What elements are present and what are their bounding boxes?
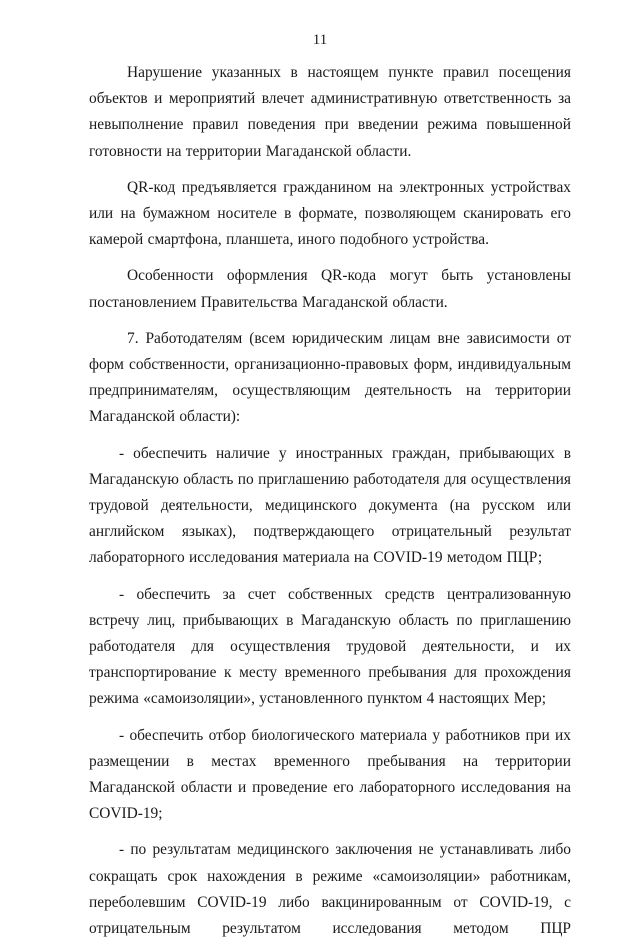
page-number: 11 — [312, 32, 328, 48]
list-item-self-isolation: - по результатам медицинского заключения не устанавливать либо сокращать срок нахождения в режиме «самоизоляции» работникам, переболевшим COVID-19 либо вакцинированным от COVID-19, с отрицательным результатом исследования методом ПЦР — [89, 841, 571, 938]
paragraph-violation: Нарушение указанных в настоящем пункте правил посещения объектов и мероприятий влечет административную ответственность за невыполнение правил поведения при введении режима повышенной готовности на территории Магаданской области. — [89, 64, 571, 160]
paragraph-qr-presentation: QR-код предъявляется гражданином на электронных устройствах или на бумажном носителе в формате, позволяющем сканировать его камерой смартфона, планшета, иного подобного устройства. — [89, 178, 571, 249]
list-item-foreign-citizens: - обеспечить наличие у иностранных граждан, прибывающих в Магаданскую область по приглашению работодателя для осуществления трудовой деятельности, медицинского документа (на русском или английском языках), подтверждающего отрицательный результат лабораторного исследования материала на COVID-19 методом ПЦР; — [89, 444, 571, 567]
document-body — [89, 60, 571, 952]
paragraph-qr-format: Особенности оформления QR-кода могут быть установлены постановлением Правительства Магаданской области. — [89, 267, 571, 311]
paragraph-employers: 7. Работодателям (всем юридическим лицам вне зависимости от форм собственности, организационно-правовых форм, индивидуальным предпринимателям, осуществляющим деятельность на территории Магаданской области): — [89, 329, 571, 426]
list-item-biomaterial-sampling: - обеспечить отбор биологического материала у работников при их размещении в местах временного пребывания на территории Магаданской области и проведение его лабораторного исследования на COVID-19; — [89, 726, 571, 823]
list-item-centralized-meeting: - обеспечить за счет собственных средств централизованную встречу лиц, прибывающих в Магаданскую область по приглашению работодателя для осуществления трудовой деятельности, и их транспортирование к месту временного пребывания для прохождения режима «самоизоляции», установленного пунктом 4 настоящих Мер; — [89, 585, 571, 708]
